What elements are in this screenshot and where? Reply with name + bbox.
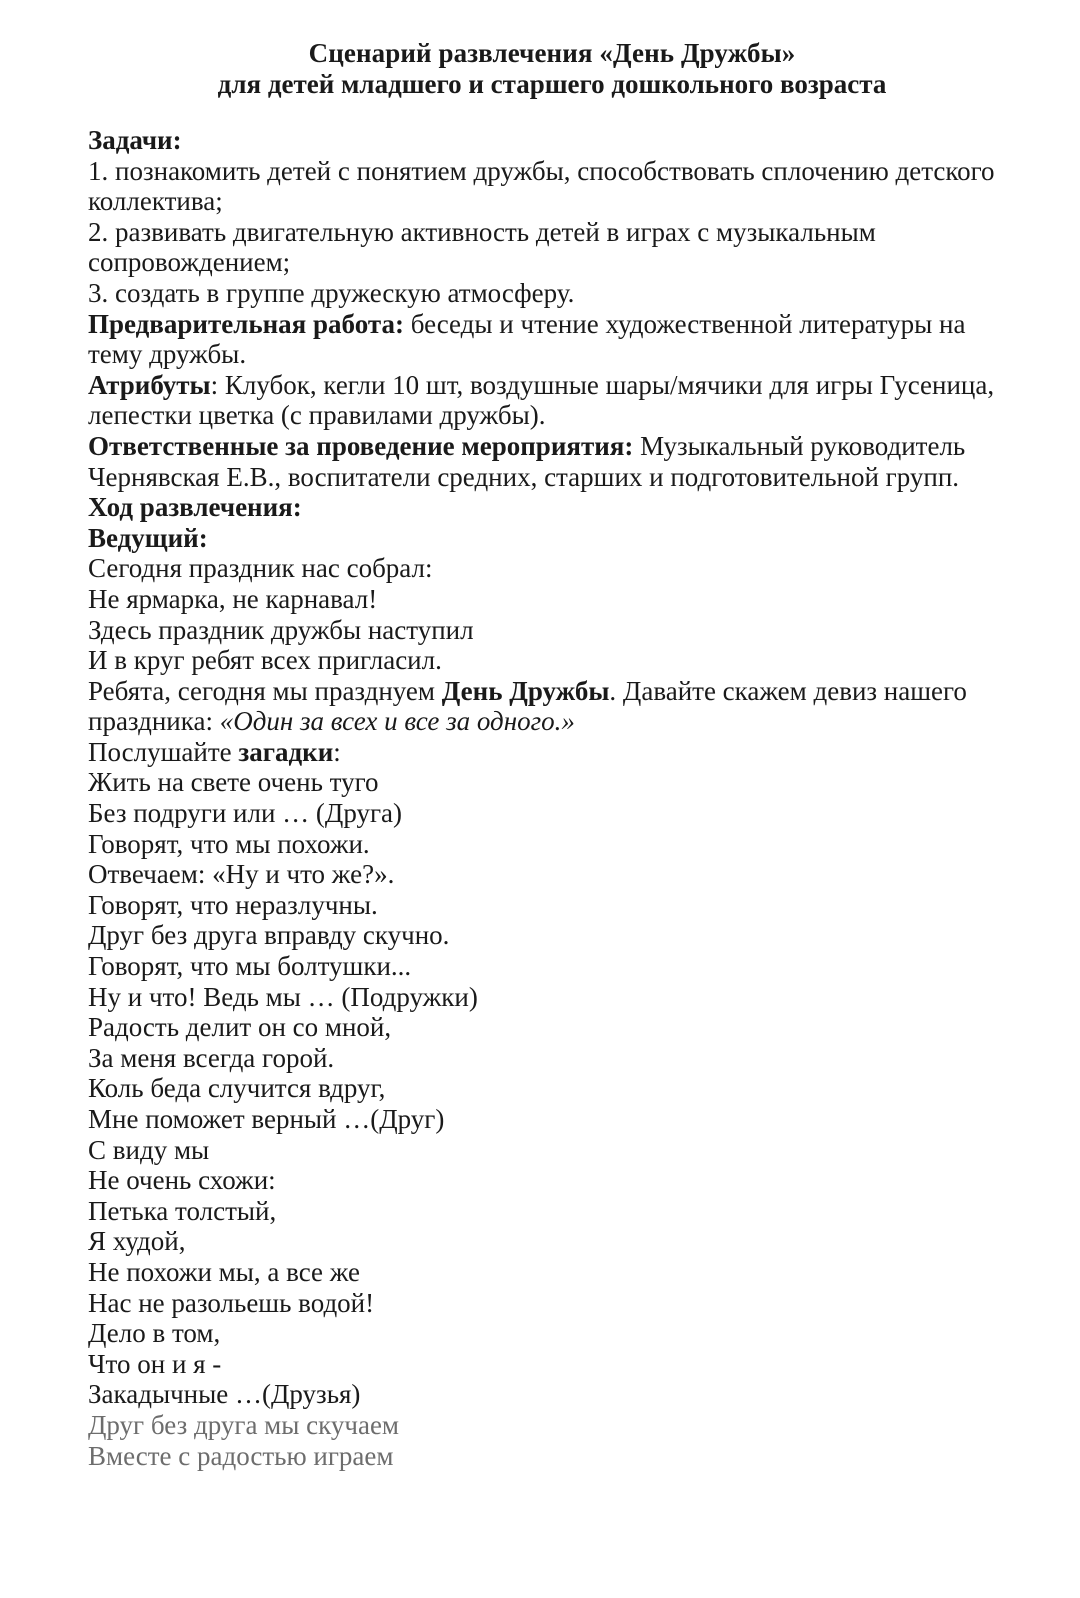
riddle-line: Не похожи мы, а все же [88,1256,361,1287]
riddle-line: Отвечаем: «Ну и что же?». [88,859,395,890]
motto-paragraph [88,676,1016,737]
responsible-paragraph [88,431,1016,492]
task-item-1: 1. познакомить детей с понятием дружбы, способствовать сплочению детского коллектива; [88,155,995,217]
riddle-line: Дело в том, [88,1318,221,1349]
task-item-2: 2. развивать двигательную активность детей в играх с музыкальным сопровождением; [88,216,876,278]
riddle-line: Закадычные …(Друзья) [88,1379,361,1410]
riddle-line: Мне поможет верный …(Друг) [88,1104,445,1134]
riddle-line: Без подруги или … (Друга) [88,798,403,829]
riddle-line: Что он и я - [88,1348,222,1379]
preparatory-work-label: Предварительная работа: [88,308,404,339]
riddle-line: Радость делит он со мной, [88,1012,392,1043]
riddle-line: За меня всегда горой. [88,1042,335,1073]
motto-text-middle: . Давайте скажем девиз нашего праздника: [88,675,967,737]
verse-intro-line: Сегодня праздник нас собрал: [88,553,433,584]
riddle-line: Говорят, что мы похожи. [88,828,370,859]
riddles-keyword: загадки [238,736,334,767]
riddle-line: Жить на свете очень туго [88,767,379,798]
riddle-line: Друг без друга вправду скучно. [88,920,450,951]
title-line-2: для детей младшего и старшего дошкольного возраста [217,68,887,99]
motto-text-before: Ребята, сегодня мы празднуем [88,675,442,706]
riddles-intro-after: : [333,736,341,767]
document-content [88,125,1016,1471]
riddles-intro-paragraph [88,737,1016,768]
riddle-line: С виду мы [88,1134,210,1165]
riddles-intro-before: Послушайте [88,736,239,767]
riddle-line: Коль беда случится вдруг, [88,1073,386,1104]
riddle-line: Не очень схожи: [88,1165,276,1196]
host-heading: Ведущий: [88,522,208,553]
trailing-faded-line: Друг без друга мы скучаем [88,1409,400,1440]
document-title [88,38,1016,99]
preparatory-work-paragraph [88,309,1016,370]
title-line-1: Сценарий развлечения «День Дружбы» [308,38,796,68]
trailing-faded-line: Вместе с радостью играем [88,1440,394,1471]
motto-quote: «Один за всех и все за одного.» [219,706,575,737]
course-heading: Ход развлечения: [88,492,302,523]
document-body [88,38,1016,1471]
tasks-heading: Задачи: [88,125,182,155]
task-item-3: 3. создать в группе дружескую атмосферу. [88,277,575,308]
attributes-label: Атрибуты [88,369,211,400]
riddle-line: Нас не разольешь водой! [88,1287,375,1318]
verse-intro-line: И в круг ребят всех пригласил. [88,645,442,676]
verse-intro-line: Не ярмарка, не карнавал! [88,583,378,614]
attributes-text: : Клубок, кегли 10 шт, воздушные шары/мячики для игры Гусеница, лепестки цветка (с правилами дружбы). [88,369,995,431]
riddle-line: Я худой, [88,1226,186,1257]
preparatory-work-text: беседы и чтение художественной литературы на тему дружбы. [88,308,966,370]
riddle-line: Ну и что! Ведь мы … (Подружки) [88,981,478,1012]
responsible-text: Музыкальный руководитель Чернявская Е.В., воспитатели средних, старших и подготовительной групп. [88,430,966,492]
responsible-label: Ответственные за проведение мероприятия: [88,430,634,461]
motto-holiday-name: День Дружбы [441,675,610,706]
verse-intro-line: Здесь праздник дружбы наступил [88,614,474,645]
attributes-paragraph [88,370,1016,431]
riddle-line: Говорят, что неразлучны. [88,889,378,920]
riddle-line: Говорят, что мы болтушки... [88,951,412,982]
riddle-line: Петька толстый, [88,1195,277,1226]
